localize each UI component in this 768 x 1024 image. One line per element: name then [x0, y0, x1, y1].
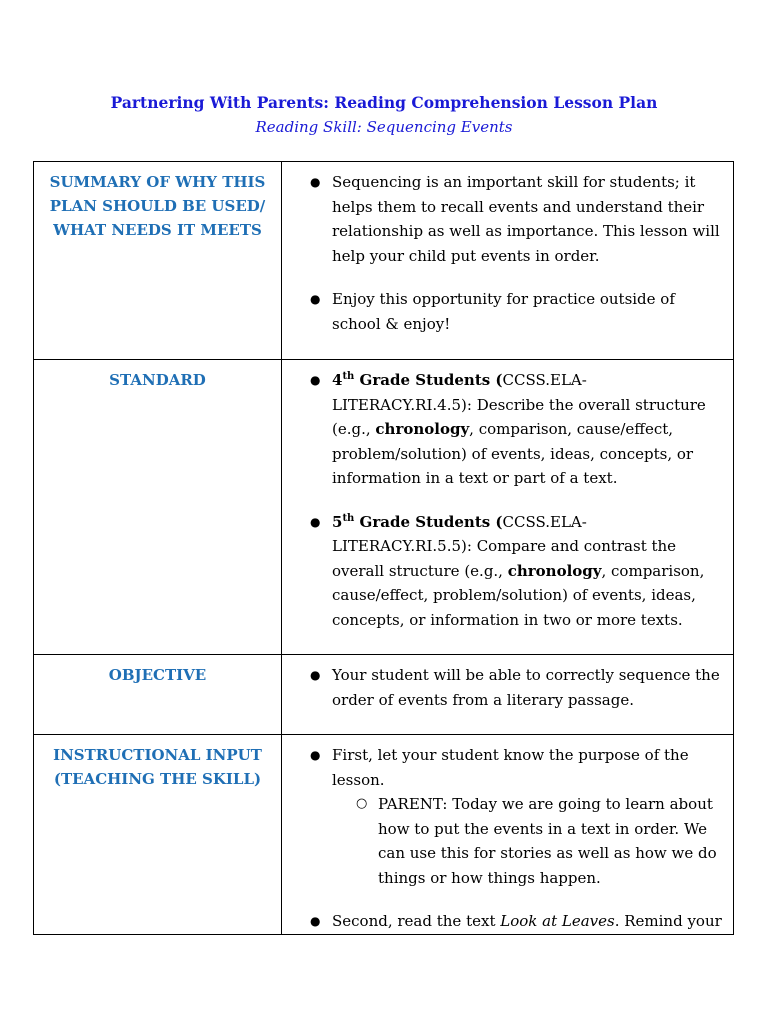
list-item: ● 5th Grade Students (CCSS.ELA-LITERACY.RI.5.5): Compare and contrast the overall structure (e.g., chronology, comparison, cause/effect, problem/solution) of events, ideas, concepts, or information in two or more texts. [298, 510, 723, 633]
list-item: ● First, let your student know the purpose of the lesson. ○ PARENT: Today we are going to learn about how to put the events in a text in order. We can use this for stories as well as how we do things or how things happen. [298, 743, 723, 890]
table-row-standard [34, 360, 734, 655]
table-row-instructional-input [34, 735, 734, 935]
lesson-plan-table [33, 161, 734, 935]
row-label-objective: OBJECTIVE [34, 655, 282, 735]
bullet-icon: ● [310, 668, 321, 682]
bullet-icon: ● [310, 292, 321, 306]
table-row-objective [34, 655, 734, 735]
list-item: ● Enjoy this opportunity for practice outside of school & enjoy! [298, 287, 723, 336]
bullet-icon: ● [310, 748, 321, 762]
row-content-objective [282, 655, 734, 735]
list-item: ● Sequencing is an important skill for students; it helps them to recall events and understand their relationship as well as importance. This lesson will help your child put events in order. [298, 170, 723, 268]
list-item: ● Your student will be able to correctly sequence the order of events from a literary passage. [298, 663, 723, 712]
bullet-icon: ● [310, 175, 321, 189]
row-content-standard [282, 360, 734, 655]
row-content-instructional-input [282, 735, 734, 935]
row-label-standard: STANDARD [34, 360, 282, 655]
sub-list-item: ○ PARENT: Today we are going to learn about how to put the events in a text in order. We can use this for stories as well as how we do things or how things happen. [332, 792, 723, 890]
bullet-icon: ● [310, 514, 321, 529]
bullet-icon: ● [310, 914, 321, 928]
bullet-icon: ● [310, 373, 321, 387]
row-label-summary: SUMMARY OF WHY THIS PLAN SHOULD BE USED/ WHAT NEEDS IT MEETS [34, 162, 282, 360]
lesson-plan-title: Partnering With Parents: Reading Comprehension Lesson Plan [110, 93, 658, 112]
table-row-summary [34, 162, 734, 360]
circle-bullet-icon: ○ [356, 796, 368, 811]
list-item: ● 4th Grade Students (CCSS.ELA-LITERACY.RI.4.5): Describe the overall structure (e.g., chronology, comparison, cause/effect, problem/solution) of events, ideas, concepts, or information in a text or part of a text. [298, 368, 723, 491]
lesson-plan-subtitle: Reading Skill: Sequencing Events [255, 118, 513, 136]
row-content-summary [282, 162, 734, 360]
row-label-instructional-input: INSTRUCTIONAL INPUT (TEACHING THE SKILL) [34, 735, 282, 935]
list-item: ● Second, read the text Look at Leaves. Remind your [298, 909, 723, 934]
